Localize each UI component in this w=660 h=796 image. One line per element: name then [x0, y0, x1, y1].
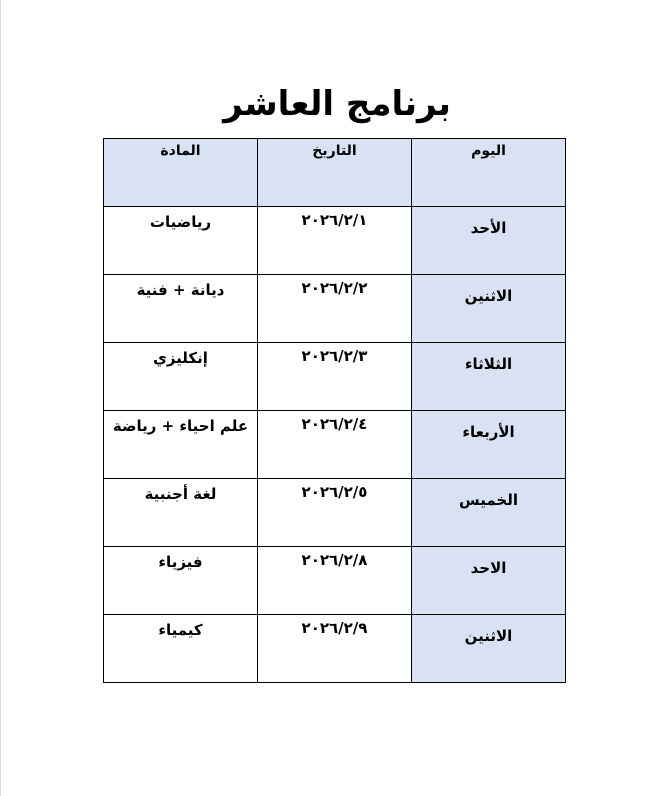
header-row — [104, 139, 566, 207]
table-row — [104, 615, 566, 683]
day-cell: الأحد — [412, 207, 566, 275]
date-cell: ٢٠٢٦/٢/٣ — [258, 343, 412, 411]
table-row — [104, 275, 566, 343]
subject-cell: إنكليزي — [104, 343, 258, 411]
table-row — [104, 343, 566, 411]
schedule-table — [103, 138, 566, 683]
table-row — [104, 207, 566, 275]
subject-cell: علم احياء + رياضة — [104, 411, 258, 479]
subject-cell: ديانة + فنية — [104, 275, 258, 343]
header-day: اليوم — [412, 139, 566, 207]
date-cell: ٢٠٢٦/٢/٥ — [258, 479, 412, 547]
table-row — [104, 479, 566, 547]
day-cell: الثلاثاء — [412, 343, 566, 411]
table-row — [104, 547, 566, 615]
day-cell: الخميس — [412, 479, 566, 547]
date-cell: ٢٠٢٦/٢/٨ — [258, 547, 412, 615]
subject-cell: رياضيات — [104, 207, 258, 275]
date-cell: ٢٠٢٦/٢/٤ — [258, 411, 412, 479]
header-date: التاريخ — [258, 139, 412, 207]
page-title: برنامج العاشر — [223, 84, 451, 124]
day-cell: الاثنين — [412, 615, 566, 683]
date-cell: ٢٠٢٦/٢/١ — [258, 207, 412, 275]
subject-cell: لغة أجنبية — [104, 479, 258, 547]
day-cell: الاثنين — [412, 275, 566, 343]
date-cell: ٢٠٢٦/٢/٢ — [258, 275, 412, 343]
day-cell: الأربعاء — [412, 411, 566, 479]
date-cell: ٢٠٢٦/٢/٩ — [258, 615, 412, 683]
subject-cell: فيزياء — [104, 547, 258, 615]
subject-cell: كيمياء — [104, 615, 258, 683]
header-subject: المادة — [104, 139, 258, 207]
table-row — [104, 411, 566, 479]
day-cell: الاحد — [412, 547, 566, 615]
